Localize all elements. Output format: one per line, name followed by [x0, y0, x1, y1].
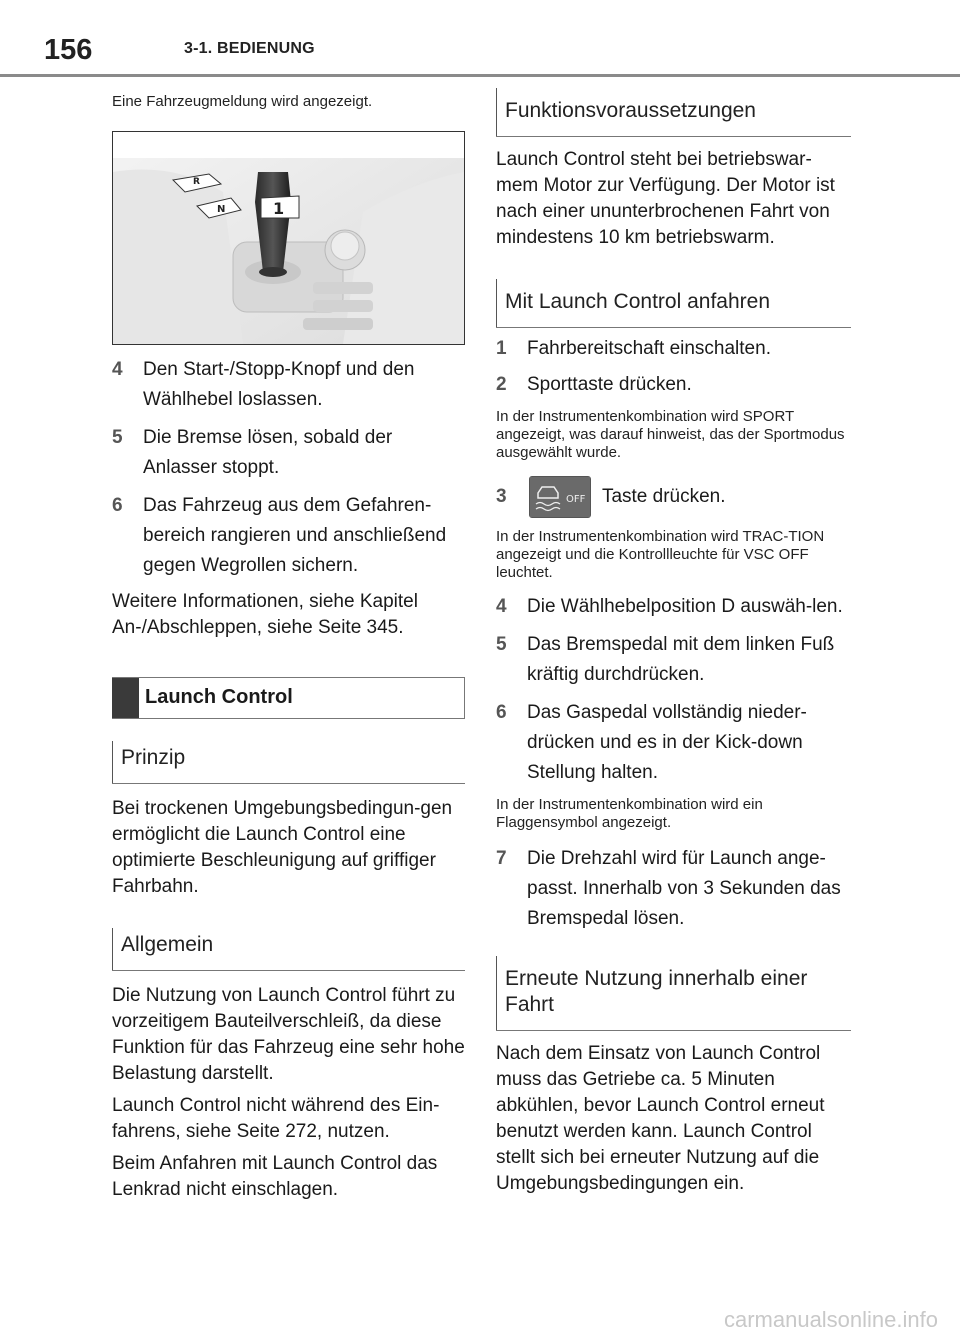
step-item [112, 423, 465, 483]
step-number: 2 [496, 374, 507, 395]
step-item [496, 334, 851, 364]
step-number: 1 [496, 338, 507, 359]
allgemein-text-3: Beim Anfahren mit Launch Control das Lenkrad nicht einschlagen. [112, 1153, 438, 1200]
step-text-with-icon [527, 476, 851, 518]
svg-text:N: N [217, 204, 226, 215]
erneute-nutzung-text: Nach dem Einsatz von Launch Control muss das Getriebe ca. 5 Minuten abkühlen, bevor Launch Control erneut benutzt werden kann. Launch Control stellt sich bei erneuter Nutzung auf die Umgebungsbedingungen ein. [496, 1043, 825, 1194]
step-3-text: Taste drücken. [601, 486, 726, 508]
chapter-title: 3-1. BEDIENUNG [184, 40, 315, 57]
note-flag: In der Instrumentenkombination wird ein Flaggensymbol angezeigt. [496, 796, 763, 831]
step-text: Die Drehzahl wird für Launch ange-passt. Innerhalb von 3 Sekunden das Bremspedal lösen. [527, 848, 841, 929]
note-sport: In der Instrumentenkombination wird SPORT angezeigt, was darauf hinweist, das der Sportmodus ausgewählt wurde. [496, 408, 845, 461]
traction-off-symbol [530, 477, 590, 517]
funktion-text: Launch Control steht bei betriebswar-mem Motor zur Verfügung. Der Motor ist nach einer ununterbrochenen Fahrt von mindestens 10 km betriebswarm. [496, 149, 835, 248]
more-info-text: Weitere Informationen, siehe Kapitel An-/Abschleppen, siehe Seite 345. [112, 591, 418, 638]
subheading-allgemein [112, 928, 465, 971]
prinzip-text: Bei trockenen Umgebungsbedingun-gen ermöglicht die Launch Control eine optimierte Beschleunigung auf griffiger Fahrbahn. [112, 798, 453, 897]
step-number: 5 [112, 427, 123, 448]
step-number: 3 [496, 486, 507, 507]
step-item [496, 476, 851, 518]
vsc-off-icon [529, 476, 591, 518]
header-rule [0, 74, 960, 77]
step-text: Das Fahrzeug aus dem Gefahren-bereich rangieren und anschließend gegen Wegrollen sichern. [143, 495, 447, 576]
step-item [496, 844, 851, 934]
subheading-anfahren [496, 279, 851, 328]
subheading-title: Allgemein [121, 933, 214, 956]
step-item [496, 630, 851, 690]
step-item [112, 355, 465, 415]
subheading-title: Prinzip [121, 746, 186, 769]
subheading-erneute-nutzung [496, 956, 851, 1031]
step-number: 5 [496, 634, 507, 655]
gear-selector-figure [112, 131, 465, 345]
left-column [112, 88, 465, 1203]
note-traction: In der Instrumentenkombination wird TRAC-TION angezeigt und die Kontrollleuchte für VSC OFF leuchtet. [496, 528, 825, 581]
subheading-title: Funktionsvoraussetzungen [505, 99, 756, 122]
section-title: Launch Control [145, 686, 293, 708]
step-item [112, 491, 465, 581]
subheading-title: Erneute Nutzung innerhalb einer Fahrt [505, 967, 808, 1016]
step-number: 6 [496, 702, 507, 723]
step-item [496, 592, 851, 622]
step-text: Die Bremse lösen, sobald der Anlasser stoppt. [143, 427, 393, 478]
section-marker [112, 678, 139, 718]
step-item [496, 370, 851, 400]
step-text: Den Start-/Stopp-Knopf und den Wählhebel loslassen. [143, 359, 415, 410]
step-text: Das Bremspedal mit dem linken Fuß kräftig durchdrücken. [527, 634, 835, 685]
svg-text:R: R [193, 177, 200, 187]
vsc-off-icon-text: OFF [566, 494, 586, 505]
subheading-title: Mit Launch Control anfahren [505, 290, 770, 313]
section-header-launch-control [112, 677, 465, 719]
right-column [496, 88, 851, 1197]
step-number: 4 [496, 596, 507, 617]
step-number: 4 [112, 359, 123, 380]
figure-callout-label: 1 [273, 199, 285, 218]
step-text: Das Gaspedal vollständig nieder-drücken und es in der Kick-down Stellung halten. [527, 702, 807, 783]
watermark: carmanualsonline.info [723, 1307, 938, 1332]
step-text: Sporttaste drücken. [527, 374, 692, 395]
step-text: Fahrbereitschaft einschalten. [527, 338, 771, 359]
gear-lever-illustration [113, 132, 464, 344]
step-number: 7 [496, 848, 507, 869]
subheading-prinzip [112, 741, 465, 784]
subheading-funktionsvoraussetzungen [496, 88, 851, 137]
allgemein-text-2: Launch Control nicht während des Ein-fahrens, siehe Seite 272, nutzen. [112, 1095, 440, 1142]
step-text: Die Wählhebelposition D auswäh-len. [527, 596, 843, 617]
step-number: 6 [112, 495, 123, 516]
figure-caption: Eine Fahrzeugmeldung wird angezeigt. [112, 93, 373, 110]
allgemein-text-1: Die Nutzung von Launch Control führt zu vorzeitigem Bauteilverschleiß, da diese Funktion für das Fahrzeug eine sehr hohe Belastung darstellt. [112, 985, 465, 1084]
step-item [496, 698, 851, 788]
page-number: 156 [44, 34, 93, 66]
